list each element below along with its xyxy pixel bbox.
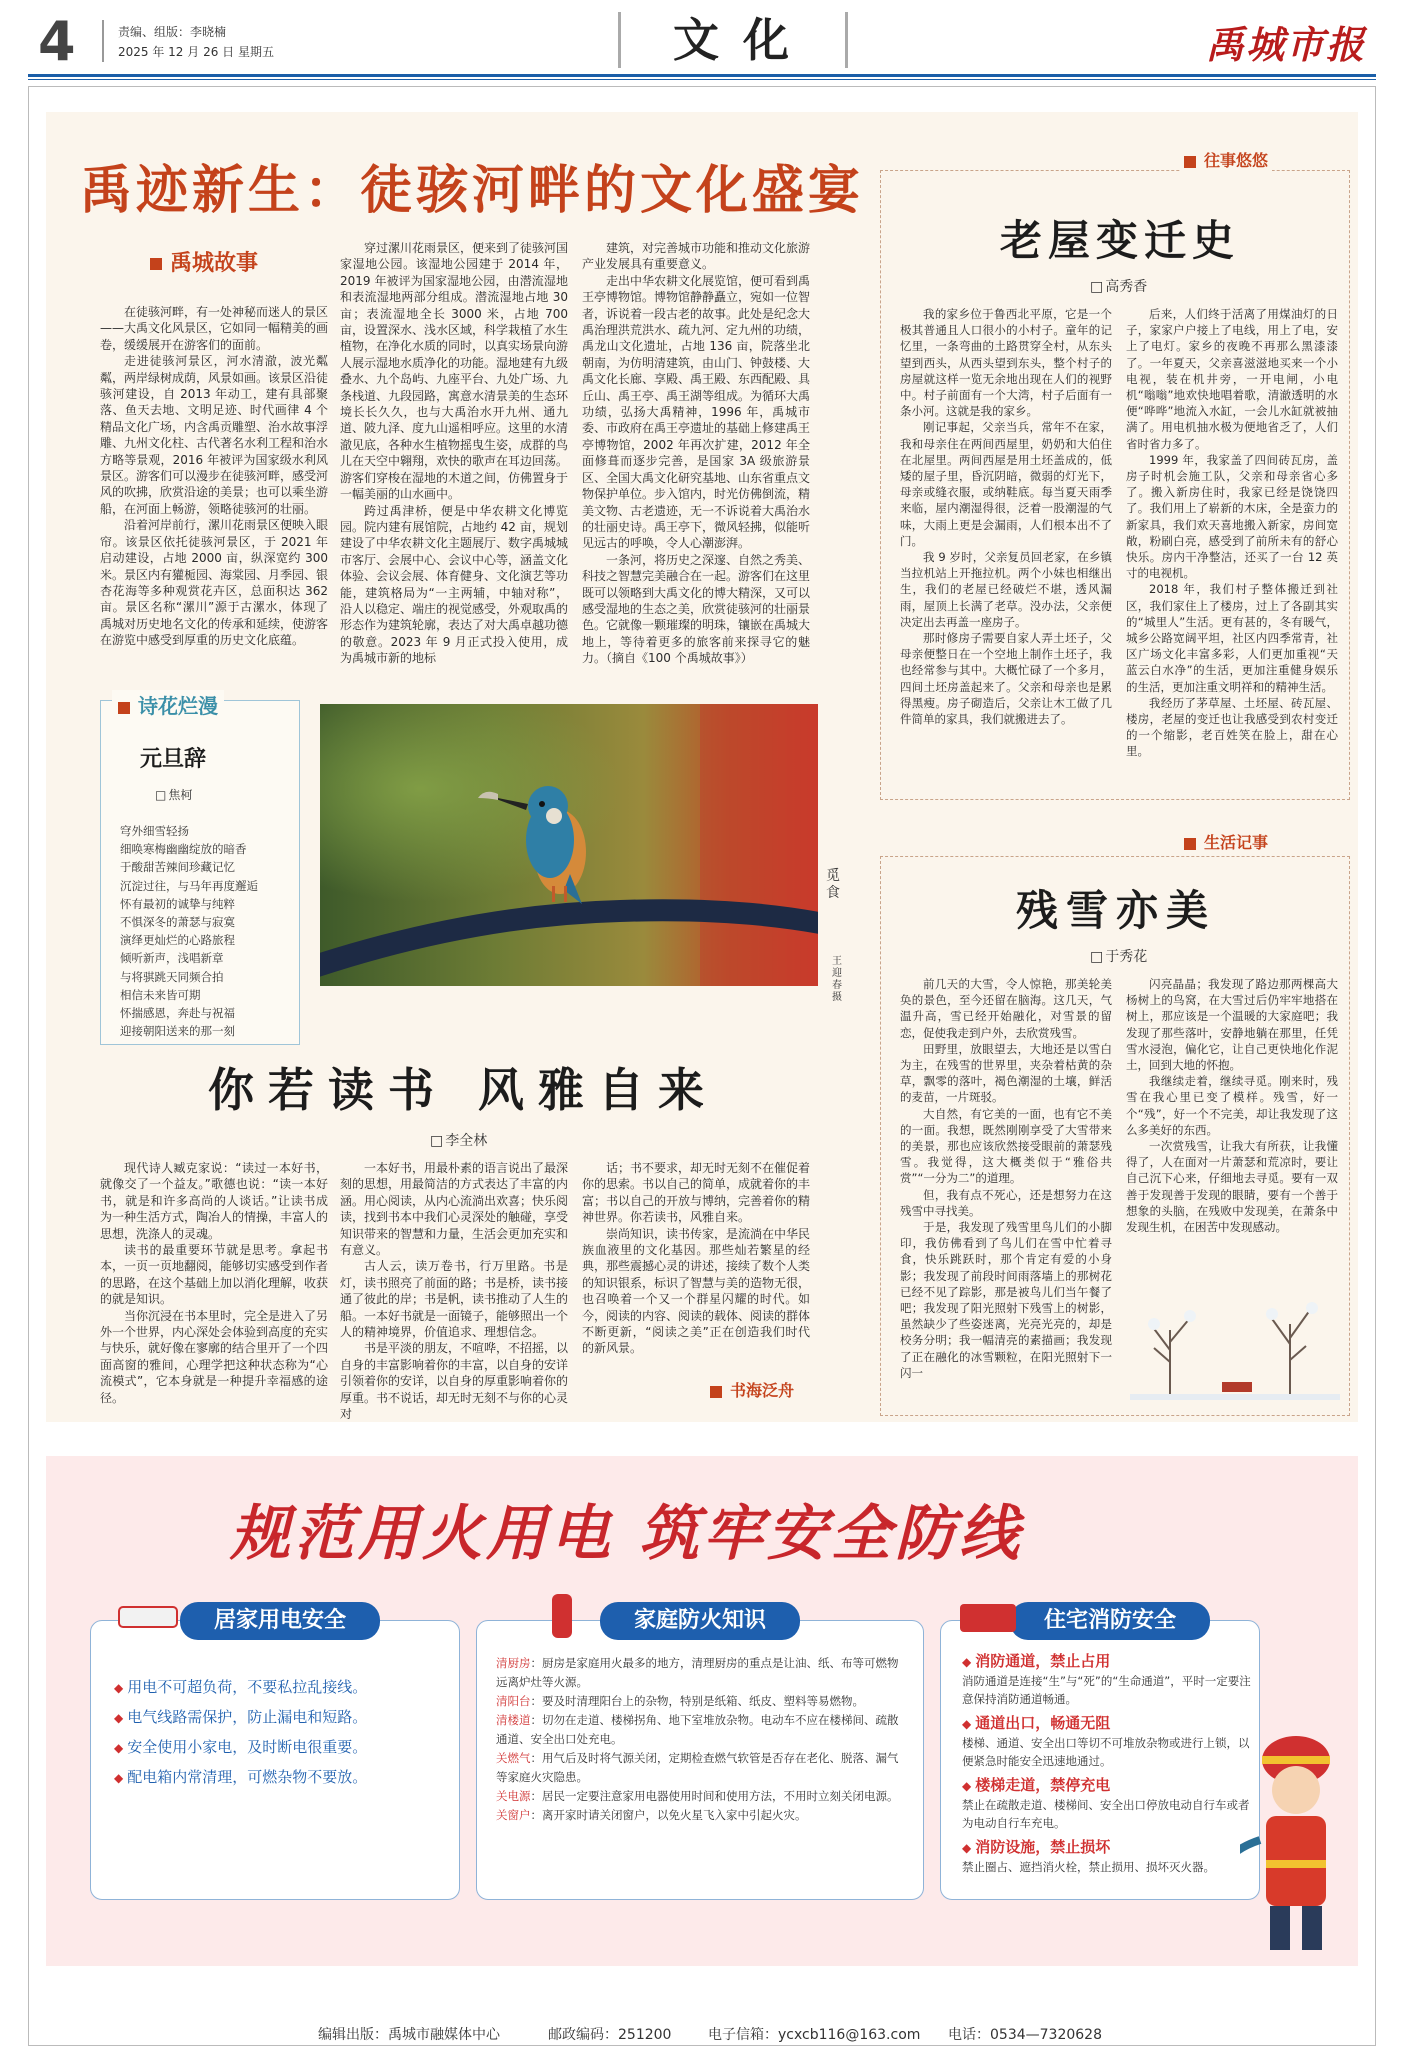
footer-email: 电子信箱：ycxcb116@163.com: [708, 2027, 921, 2043]
paragraph: 话；书不要求，却无时无刻不在催促着你的思索。书以自己的简单，成就着你的丰富；书以自己的开放与博纳，完善着你的精神世界。你若读书，风雅自来。: [582, 1161, 811, 1225]
residential-text: 楼梯、通道、安全出口等切不可堆放杂物或进行上锁，以便紧急时能安全迅速地通过。: [962, 1736, 1250, 1768]
paragraph: 后来，人们终于活离了用煤油灯的日子，家家户户接上了电线，用上了电，安上了电灯。家乡的夜晚不再那么黑漆漆了。一年夏天，父亲喜滋滋地买来一个小电视，装在机井旁，一开电闸，小电机“嗡嗡”地欢快地唱着歌，清澈透明的水便“哗哗”地流入水缸，一会儿水缸就被抽满了。用电机抽水极为便地省乏了，人们省时省力多了。: [1126, 307, 1338, 451]
header-rule-thin: [28, 79, 1376, 80]
poem-line: 倾听新声，浅唱新章: [120, 951, 224, 966]
tip-text: ：切勿在走道、楼梯拐角、地下室堆放杂物。电动车不应在楼梯间、疏散通道、安全出口处充电。: [496, 1713, 899, 1746]
residential-text: 禁止圈占、遮挡消火栓，禁止损用、损坏灭火器。: [962, 1860, 1215, 1874]
tip-key: 关窗户: [496, 1808, 531, 1822]
tip-text: ：用气后及时将气源关闭，定期检查燃气软管是否存在老化、脱落、漏气等家庭火灾隐患。: [496, 1751, 899, 1784]
old-house-column-1: [900, 306, 1112, 727]
card-electric-safety: [90, 1620, 460, 1900]
paragraph: 我经历了茅草屋、土坯屋、砖瓦屋、楼房，老屋的变迁也让我感受到农村变迁的一个缩影，老百姓笑在脸上，甜在心里。: [1126, 695, 1338, 759]
header-rule: [28, 74, 1376, 77]
electric-item: ◆ 配电箱内常清理，可燃杂物不要放。: [114, 1766, 367, 1787]
snow-column-1: [900, 976, 1112, 1381]
footer-publisher: 编辑出版：禹城市融媒体中心: [318, 2027, 500, 2043]
paragraph: 我继续走着，继续寻觅。刚来时，残雪在我心里已变了模样。残雪，好一个“残”，好一个不完美，却让我发现了这么多美好的东西。: [1126, 1074, 1338, 1137]
paragraph: 古人云，读万卷书，行万里路。书是灯，读书照亮了前面的路；书是桥，读书接通了彼此的岸；书是帆，读书推动了人生的船。一本好书就是一面镜子，能够照出一个人的精神境界，价值追求、理想信念。: [340, 1259, 569, 1340]
paragraph: 刚记事起，父亲当兵，常年不在家，我和母亲住在两间西屋里，奶奶和大伯住在北屋里。两间西屋是用土坯盖成的，低矮的屋子里，昏沉阴暗，微弱的灯光下，母亲或缝衣服，或纳鞋底。每当夏天雨季来临，屋内潮湿得很，泛着一股潮湿的气味，大雨上更是会漏雨，人们根本出不了门。: [900, 420, 1112, 548]
residential-text: 消防通道是连接“生”与“死”的“生命通道”，平时一定要注意保持消防通道畅通。: [962, 1674, 1251, 1706]
paragraph: 跨过禹津桥，便是中华农耕文化博览园。院内建有展馆院，占地约 42 亩，规划建设了中华农耕文化主题展厅、数字禹城城市客厅、会展中心、会议中心等，涵盖文化体验、会议会展、体育健身、文化演艺等功能，建筑格局为“一主两辅，中轴对称”，沿人以稳定、端庄的视觉感受，外观取禹的形态作为建筑轮廓，表达了对大禹卓越功德的敬意。2023 年 9 月正式投入使用，成为禹城市新的地标: [340, 503, 569, 666]
fire-tip: [496, 1749, 906, 1787]
main-column-3: [582, 240, 810, 667]
paragraph: 2018 年，我们村子整体搬迁到社区，我们家住上了楼房，过上了各副其实的“城里人”生活。更有甚的，冬有暖气，城乡公路宽阔平坦，社区内四季常青，社区广场文化丰富多彩，人们更加重视“天蓝云白水净”的生活，更加注重健身娱乐的生活，更加注重文明祥和的精神生活。: [1126, 582, 1338, 694]
poem-line: 于酸甜苦辣间珍藏记忆: [120, 860, 235, 875]
poem-line: 相信未来皆可期: [120, 987, 201, 1002]
firefighter-illustration: [1240, 1720, 1350, 1960]
old-house-title: 老屋变迁史: [1000, 216, 1241, 265]
fire-truck-icon: [960, 1604, 1016, 1632]
residential-text: 禁止在疏散走道、楼梯间、安全出口停放电动自行车或者为电动自行车充电。: [962, 1798, 1250, 1830]
poem-title: 元旦辞: [140, 746, 207, 772]
main-headline: 禹迹新生：徒骇河畔的文化盛宴: [80, 160, 865, 221]
paragraph: 在徒骇河畔，有一处神秘而迷人的景区——大禹文化风景区，它如同一幅精美的画卷，缓缓展开在游客们的面前。: [100, 305, 329, 352]
header-divider: [102, 20, 104, 62]
residential-heading: ◆ 消防通道，禁止占用: [962, 1650, 1110, 1671]
reading-author: □ 李全林: [430, 1130, 487, 1150]
kingfisher-image: [320, 704, 818, 986]
date-line: 2025 年 12 月 26 日 星期五: [118, 45, 274, 59]
photo-caption: 觅食: [826, 868, 840, 901]
residential-heading: ◆ 通道出口，畅通无阻: [962, 1712, 1110, 1733]
poem-line: 穹外细雪轻扬: [120, 824, 189, 838]
fire-tip: [496, 1692, 906, 1711]
paragraph: 但，我有点不死心，还是想努力在这残雪中寻找美。: [900, 1187, 1112, 1218]
reading-column-3: [582, 1160, 810, 1357]
paragraph: 建筑，对完善城市功能和推动文化旅游产业发展具有重要意义。: [582, 241, 811, 272]
old-house-column-2: [1126, 306, 1338, 760]
snow-author: □ 于秀花: [1090, 946, 1147, 966]
paragraph: 读书的最重要环节就是思考。拿起书本，一页一页地翻阅，能够切实感受到作者的思路，在这个基础上加以消化理解，收获的就是知识。: [100, 1243, 329, 1307]
residential-heading: ◆ 消防设施，禁止损坏: [962, 1836, 1110, 1857]
tip-text: ：厨房是家庭用火最多的地方，清理厨房的重点是让油、纸、布等可燃物远离炉灶等火源。: [496, 1656, 899, 1689]
poem-line: 细唤寒梅幽幽绽放的暗香: [120, 842, 247, 857]
paragraph: 现代诗人臧克家说：“读过一本好书，就像交了一个益友。”歌德也说：“读一本好书，就是和许多高尚的人谈话。”让读书成为一种生活方式，陶冶人的情操，丰富人的思想，洗涤人的灵魂。: [100, 1161, 329, 1241]
paragraph: 走进徒骇河景区，河水清澈，波光粼粼，两岸绿树成荫，风景如画。该景区沿徒骇河建设，自 2013 年动工，建有具部聚落、鱼天去地、文明足迹、时代画律 4 个精品文化广场，内含禹贡雕塑、治水故事浮雕、九州文化柱、古代著名水利工程和治水方略等景观，2016 年被评为国家级水利风景区。游客们可以漫步在徒骇河畔，感受河风的吹拂，欣赏沿途的美景；也可以乘坐游船，在河面上畅游，领略徒骇河的壮丽。: [100, 354, 329, 516]
reading-column-2: [340, 1160, 568, 1423]
tag-book-sea: 书海泛舟: [710, 1378, 794, 1401]
footer-postcode: 邮政编码：251200: [548, 2027, 672, 2043]
paragraph: 书是平淡的朋友，不喧哗，不招摇，以自身的丰富影响着你的丰富，以自身的安详引领着你的安详，以自身的厚重影响着你的厚重。书不说话，却无时无刻不与你的心灵对: [340, 1341, 569, 1422]
reading-title: 你若读书 风雅自来: [208, 1063, 719, 1117]
main-column-2: [340, 240, 568, 667]
tag-life-notes: 生活记事: [1180, 830, 1272, 853]
tip-key: 清阳台: [496, 1694, 531, 1708]
paragraph: 走出中华农耕文化展览馆，便可看到禹王亭博物馆。博物馆静静矗立，宛如一位智者，诉说着一段古老的故事。此处是纪念大禹治理洪荒洪水、疏九河、定九州的功绩，禹龙山文化遗址，占地 136 亩，院落坐北朝南，为仿明清建筑，由山门、钟鼓楼、大禹文化长廊、享殿、禹王殿、东西配殿、具丘山、禹王亭、禹王湖等组成。为循环大禹功绩，弘扬大禹精神，1996 年，禹城市委、市政府在禹王亭遗址的基础上修建禹王亭博物馆，2002 年再次扩建，2012 年全面修葺而逐步完善，是国家 3A 级旅游景区、全国大禹文化研究基地、山东省重点文物保护单位。步入馆内，时光仿佛倒流，精美文物、古老遗迹，无一不诉说着大禹治水的壮丽史诗。禹王亭下，微风轻拂，似能听见远古的呼唤，令人心潮澎湃。: [582, 273, 811, 551]
poem-line: 怀有最初的诚挚与纯粹: [120, 896, 235, 911]
poem-body: [120, 822, 290, 1040]
paragraph: 于是，我发现了残雪里鸟儿们的小脚印，我仿佛看到了鸟儿们在雪中忙着寻食，快乐跳跃时，那个肯定有爱的小身影；我发现了前段时间雨落墙上的那树花已经不见了踪影，那是被鸟儿们当午餐了吧；我发现了阳光照射下残雪上的树影，虽然缺少了些姿迷离，光亮光亮的，却是校务分明；我一幅清亮的素描画；我发现了正在融化的冰雪颗粒，在阳光照射下一闪一: [900, 1220, 1112, 1380]
card-fire-title: 家庭防火知识: [600, 1602, 800, 1640]
paragraph: 当你沉浸在书本里时，完全是进入了另外一个世界，内心深处会体验到高度的充实与快乐，就好像在寥廓的结合里开了一个四面高窗的雅间，心理学把这种状态称为“心流模式”，它本身就是一种提升幸福感的途径。: [100, 1308, 329, 1405]
tip-key: 关电源: [496, 1789, 531, 1803]
paragraph: 闪亮晶晶；我发现了路边那两棵高大杨树上的鸟窝，在大雪过后仍牢牢地搭在树上，那应该是一个温暖的大家庭吧；我发现了那些落叶，安静地躺在那里，任凭雪水浸泡，偏化它，让自己更快地化作泥土，回到大地的怀抱。: [1126, 977, 1338, 1073]
tag-past-events: 往事悠悠: [1180, 148, 1272, 171]
poem-line: 迎接朝阳送来的那一刻: [120, 1024, 235, 1039]
fire-tip: [496, 1711, 906, 1749]
tip-text: ：离开家时请关闭窗户，以免火星飞入家中引起火灾。: [530, 1808, 807, 1822]
paragraph: 那时修房子需要自家人弄土坯子，父母亲便整日在一个空地上制作土坯子，我也经常参与其中。大概忙碌了一个多月，四间土坯房盖起来了。父亲和母亲也是累得黑瘦。房子砌造后，父亲让木工做了几件简单的家具，我们就搬进去了。: [900, 631, 1112, 727]
electric-item: ◆ 安全使用小家电，及时断电很重要。: [114, 1736, 367, 1757]
snow-column-2: [1126, 976, 1338, 1235]
residential-heading: ◆ 楼梯走道，禁停充电: [962, 1774, 1110, 1795]
editor-line: 责编、组版：李晓楠: [118, 25, 227, 39]
paragraph: 我的家乡位于鲁西北平原，它是一个极其普通且人口很小的小村子。童年的记忆里，一条弯曲的土路贯穿全村，从东头望到西头，从西头望到东头，整个村子的房屋就这样一览无余地出现在人们的视野中。村子前面有一个大湾，村子后面有一条小河。这就是我的家乡。: [900, 307, 1112, 419]
poem-line: 与将骐跳天同频合拍: [120, 969, 224, 984]
paragraph: 我 9 岁时，父亲复员回老家，在乡镇当拉机站上开拖拉机。两个小妹也相继出生，我们的老屋已经破烂不堪，透风漏雨，屋顶上长满了老草。没办法，父亲便决定出去再盖一座房子。: [900, 550, 1112, 629]
paragraph: 大自然，有它美的一面，也有它不美的一面。我想，既然刚刚享受了大雪带来的美景，那也应该欣然接受眼前的萧瑟残雪。我觉得，这大概类似于“雅俗共赏”“一分为二”的道理。: [900, 1106, 1112, 1186]
footer-phone: 电话：0534—7320628: [948, 2027, 1102, 2043]
paragraph: 一次赏残雪，让我大有所获，让我懂得了，人在面对一片萧瑟和荒凉时，要让自己沉下心来，仔细地去寻觅。要有一双善于发现善于发现的眼睛，要有一个善于想象的头脑，在残败中发现美，在萧条中发现生机，在困苦中发现感动。: [1126, 1139, 1338, 1235]
safety-headline: 规范用火用电 筑牢安全防线: [230, 1499, 1023, 1569]
poem-line: 沉淀过往，与马年再度邂逅: [120, 878, 258, 893]
card-electric-title: 居家用电安全: [180, 1602, 380, 1640]
fire-tips-list: [496, 1654, 906, 1825]
reading-column-1: [100, 1160, 328, 1406]
paragraph: 前几天的大雪，令人惊艳，那美轮美奂的景色，至今还留在脑海。这几天，气温升高，雪已经开始融化，对雪景的留恋，促使我走到户外，去欣赏残雪。: [900, 977, 1112, 1040]
tag-poetry: 诗花烂漫: [112, 690, 224, 719]
poem-line: 演绎更灿烂的心路旅程: [120, 933, 235, 948]
paragraph: 一条河，将历史之深邃、自然之秀美、科技之智慧完美融合在一起。游客们在这里既可以领略到大禹文化的博大精深，又可以感受湿地的生态之美，欣赏徒骇河的壮丽景色。它就像一颗璀璨的明珠，镶嵌在禹城大地上，等待着更多的旅客前来探寻它的魅力。（摘自《100 个禹城故事》）: [582, 552, 811, 666]
tip-text: ：要及时清理阳台上的杂物，特别是纸箱、纸皮、塑料等易燃物。: [530, 1694, 864, 1708]
poem-line: 怀揣感恩，奔赴与祝福: [120, 1006, 235, 1021]
section-title: 文化: [618, 12, 848, 68]
poem-author: □ 焦柯: [155, 786, 192, 803]
tip-text: ：居民一定要注意家用电器使用时间和使用方法，不用时立刻关闭电源。: [530, 1789, 899, 1803]
paragraph: 1999 年，我家盖了四间砖瓦房，盖房子时机会施工队，父亲和母亲省心多了。搬入新房住时，我家已经是饶饶四了。我们用上了崭新的木床，全是蛮力的新家具，我们欢天喜地搬入新家，房间宽敞，粉刷白亮，感受到了前所未有的舒心快乐。房内干净整洁，还买了一台 12 英寸的电视机。: [1126, 452, 1338, 581]
fire-tip: [496, 1806, 906, 1825]
paragraph: 一本好书，用最朴素的语言说出了最深刻的思想，用最简洁的方式表达了丰富的内涵。用心阅读，从内心流淌出欢喜；快乐阅读，找到书本中我们心灵深处的触碰，享受知识带来的智慧和力量，生活会更加充实和有意义。: [340, 1161, 569, 1258]
tip-key: 关燃气: [496, 1751, 531, 1765]
paragraph: 崇尚知识，读书传家，是流淌在中华民族血液里的文化基因。那些灿若繁星的经典，那些震撼心灵的讲述，接续了数个人类的知识银系，标识了智慧与美的造物无很，也召唤着一个又一个群星闪耀的时代。如今，阅读的内容、阅读的载体、阅读的群体不断更新，“阅读之美”正在创造我们时代的新风景。: [582, 1226, 811, 1356]
fire-extinguisher-icon: [552, 1594, 572, 1638]
snowy-tree-illustration: [1130, 1290, 1340, 1400]
tag-yucheng-story: 禹城故事: [150, 246, 258, 277]
electric-item: ◆ 电气线路需保护，防止漏电和短路。: [114, 1706, 367, 1727]
paragraph: 田野里，放眼望去，大地还是以雪白为主，在残雪的世界里，夹杂着枯黄的杂草，飘零的落叶，褐色潮湿的土壤，鲜活的麦苗，一片斑驳。: [900, 1041, 1112, 1105]
snow-title: 残雪亦美: [1016, 886, 1217, 935]
page-footer: [28, 2022, 1376, 2046]
paragraph: 沿着河岸前行，漯川花雨景区便映入眼帘。该景区依托徒骇河景区，于 2021 年启动建设，占地 2000 亩，纵深宽约 300 米。景区内有獾栀园、海棠园、月季园、银杏花海等多种观赏花卉区，总面积达 362 亩。景区名称“漯川”源于古漯水，体现了禹城对历史地名文化的传承和延续，使游客在游览中感受到厚重的历史文化底蕴。: [100, 518, 329, 648]
power-strip-icon: [118, 1606, 178, 1628]
fire-tip: [496, 1654, 906, 1692]
paragraph: 穿过漯川花雨景区，便来到了徒骇河国家湿地公园。该湿地公园建于 2014 年，2019 年被评为国家湿地公园，由潜流湿地和表流湿地两部分组成。潜流湿地占地 30 亩；表流湿地全长 3000 米，占地 700 亩，设置深水、浅水区域，科学栽植了水生植物，在净化水质的同时，以真实场景向游人展示湿地水质净化的功能。湿地建有九级叠水、九个岛屿、九座平台、九处广场、九条栈道、九段园路，寓意水清景美的生态环境长长久久，也与大禹治水开九州、通九道、陂九泽、度九山遥相呼应。这里的水清澈见底，各种水生植物摇曳生姿，成群的鸟儿在天空中翱翔，欢快的歌声在耳边回荡。游客们穿梭在湿地的木道之间，仿佛置身于一幅美丽的山水画中。: [340, 241, 569, 502]
old-house-author: □ 高秀香: [1090, 276, 1147, 296]
photo-credit: 王迎春摄: [832, 956, 842, 1003]
tip-key: 清厨房: [496, 1656, 531, 1670]
main-column-1: [100, 304, 328, 649]
newspaper-logo: 禹城市报: [1205, 22, 1366, 67]
electric-item: ◆ 用电不可超负荷，不要私拉乱接线。: [114, 1676, 367, 1697]
fire-tip: [496, 1787, 906, 1806]
kingfisher-photo: [320, 704, 818, 986]
tip-key: 清楼道: [496, 1713, 531, 1727]
poem-line: 不惧深冬的萧瑟与寂寞: [120, 915, 235, 930]
page-number: 4: [38, 10, 76, 73]
page-header: [28, 10, 1376, 72]
card-residential-title: 住宅消防安全: [1010, 1602, 1210, 1640]
header-meta: [118, 22, 274, 62]
